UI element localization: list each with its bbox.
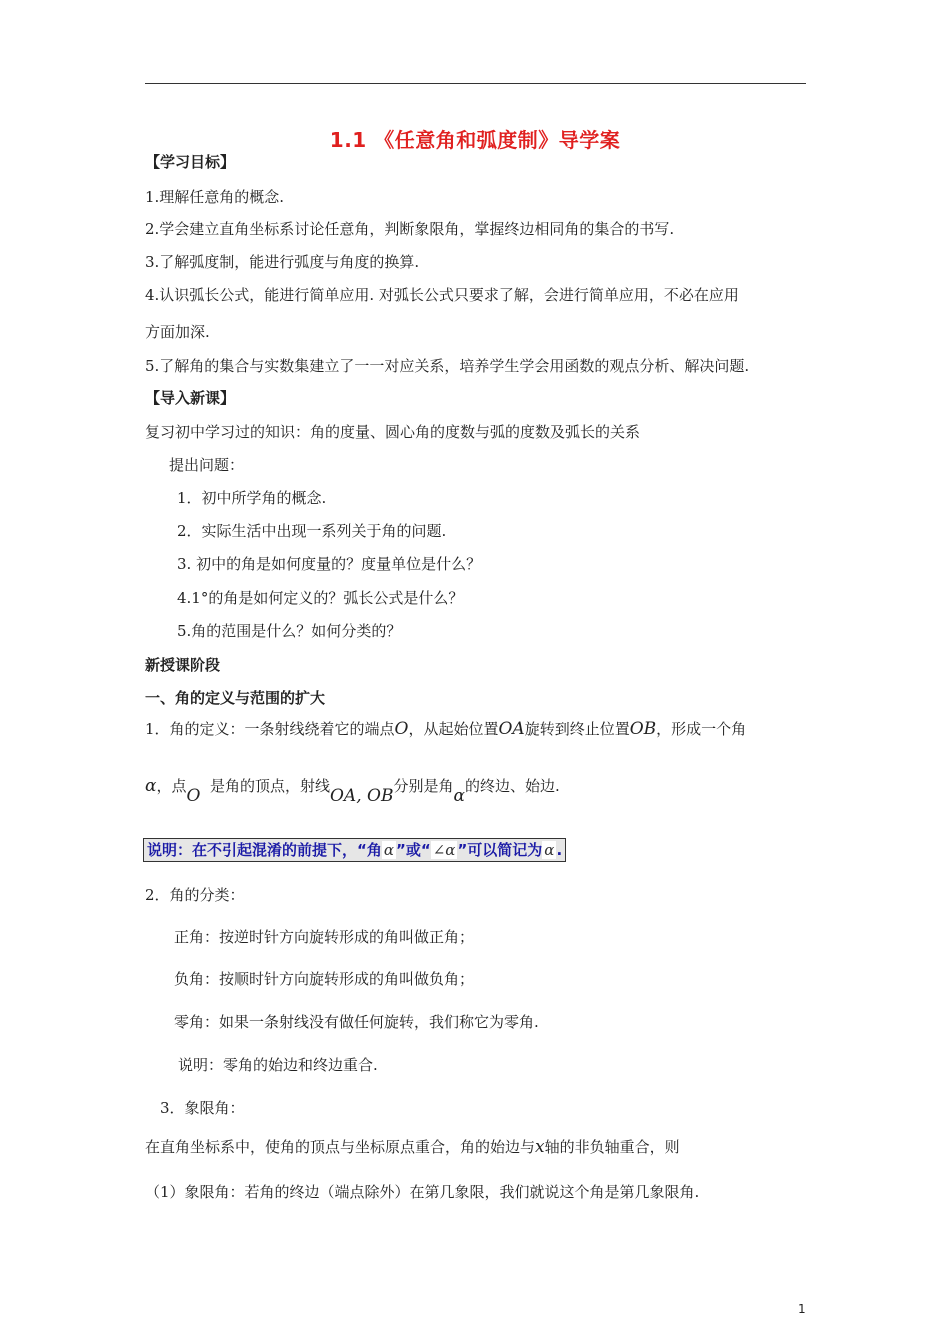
note-box xyxy=(143,838,566,862)
def-math-oa: OA xyxy=(498,719,525,739)
def-text-2: ，从起始位置 xyxy=(408,720,499,738)
goal-4-cont: 方面加深. xyxy=(145,323,210,341)
def-math-ob: OB xyxy=(629,719,657,739)
def-math-oa-ob: OA, OB xyxy=(330,786,394,806)
def-text-5: ，点 xyxy=(156,777,187,795)
goal-3: 3.了解弧度制，能进行弧度与角度的换算. xyxy=(145,253,420,271)
note-text-4: . xyxy=(556,841,563,859)
quadrant-text xyxy=(145,1137,680,1157)
page-number: 1 xyxy=(798,1302,806,1316)
header-rule xyxy=(145,83,806,84)
def-math-o2: O xyxy=(186,786,201,806)
section-intro: 【导入新课】 xyxy=(145,389,236,407)
definition-line-2 xyxy=(145,776,560,806)
question-2: 2．实际生活中出现一系列关于角的问题. xyxy=(177,522,447,540)
definition-line-1 xyxy=(145,719,746,739)
quadrant-def-1: （1）象限角：若角的终边（端点除外）在第几象限，我们就说这个角是第几象限角. xyxy=(145,1183,700,1201)
goal-2: 2.学会建立直角坐标系讨论任意角，判断象限角，掌握终边相同角的集合的书写. xyxy=(145,220,675,238)
ask-label: 提出问题： xyxy=(169,456,245,474)
question-1: 1．初中所学角的概念. xyxy=(177,489,327,507)
page-title: 1.1 《任意角和弧度制》导学案 xyxy=(329,128,621,152)
quad-math-x: x xyxy=(535,1137,545,1157)
goal-5: 5.了解角的集合与实数集建立了一一对应关系，培养学生学会用函数的观点分析、解决问题. xyxy=(145,357,750,375)
note-text-2: ”或“ xyxy=(396,841,431,859)
goal-1: 1.理解任意角的概念. xyxy=(145,188,285,206)
goal-4: 4.认识弧长公式，能进行简单应用. 对弧长公式只要求了解，会进行简单应用，不必在应用 xyxy=(145,286,739,304)
def-text-6: 是角的顶点，射线 xyxy=(209,777,330,795)
def-math-alpha2: α xyxy=(453,786,465,806)
zero-angle: 零角：如果一条射线没有做任何旋转，我们称它为零角. xyxy=(174,1013,539,1031)
note-math-alpha: α xyxy=(383,841,395,859)
question-3: 3. 初中的角是如何度量的？度量单位是什么？ xyxy=(177,555,482,573)
review-text: 复习初中学习过的知识：角的度量、圆心角的度数与弧的度数及弧长的关系 xyxy=(145,423,641,441)
section-angle-def: 一、角的定义与范围的扩大 xyxy=(145,689,326,707)
zero-angle-note: 说明：零角的始边和终边重合. xyxy=(178,1056,378,1074)
quad-text-2: 轴的非负轴重合，则 xyxy=(544,1138,680,1156)
section-learning-goals: 【学习目标】 xyxy=(145,153,236,171)
section-new-lesson: 新授课阶段 xyxy=(145,656,221,674)
def-text-7: 分别是角 xyxy=(393,777,454,795)
def-text-3: 旋转到终止位置 xyxy=(524,720,630,738)
quad-text-1: 在直角坐标系中，使角的顶点与坐标原点重合，角的始边与 xyxy=(145,1138,536,1156)
negative-angle: 负角：按顺时针方向旋转形成的角叫做负角； xyxy=(174,970,475,988)
def-math-o: O xyxy=(394,719,409,739)
def-text-1: 1．角的定义：一条射线绕着它的端点 xyxy=(145,720,395,738)
def-math-alpha: α xyxy=(145,776,157,796)
positive-angle: 正角：按逆时针方向旋转形成的角叫做正角； xyxy=(174,928,475,946)
note-math-alpha2: α xyxy=(544,841,555,859)
question-5: 5.角的范围是什么？如何分类的？ xyxy=(177,622,402,640)
question-4: 4.1°的角是如何定义的？弧长公式是什么？ xyxy=(177,589,464,607)
classify-head: 2．角的分类： xyxy=(145,886,245,904)
note-text-3: ”可以简记为 xyxy=(457,841,543,859)
quadrant-head: 3．象限角： xyxy=(160,1099,245,1117)
def-text-4: ，形成一个角 xyxy=(656,720,747,738)
def-text-8: 的终边、始边. xyxy=(464,777,560,795)
note-text-1: 说明：在不引起混淆的前提下，“角 xyxy=(147,841,382,859)
note-math-angle-alpha: ∠α xyxy=(432,841,456,859)
